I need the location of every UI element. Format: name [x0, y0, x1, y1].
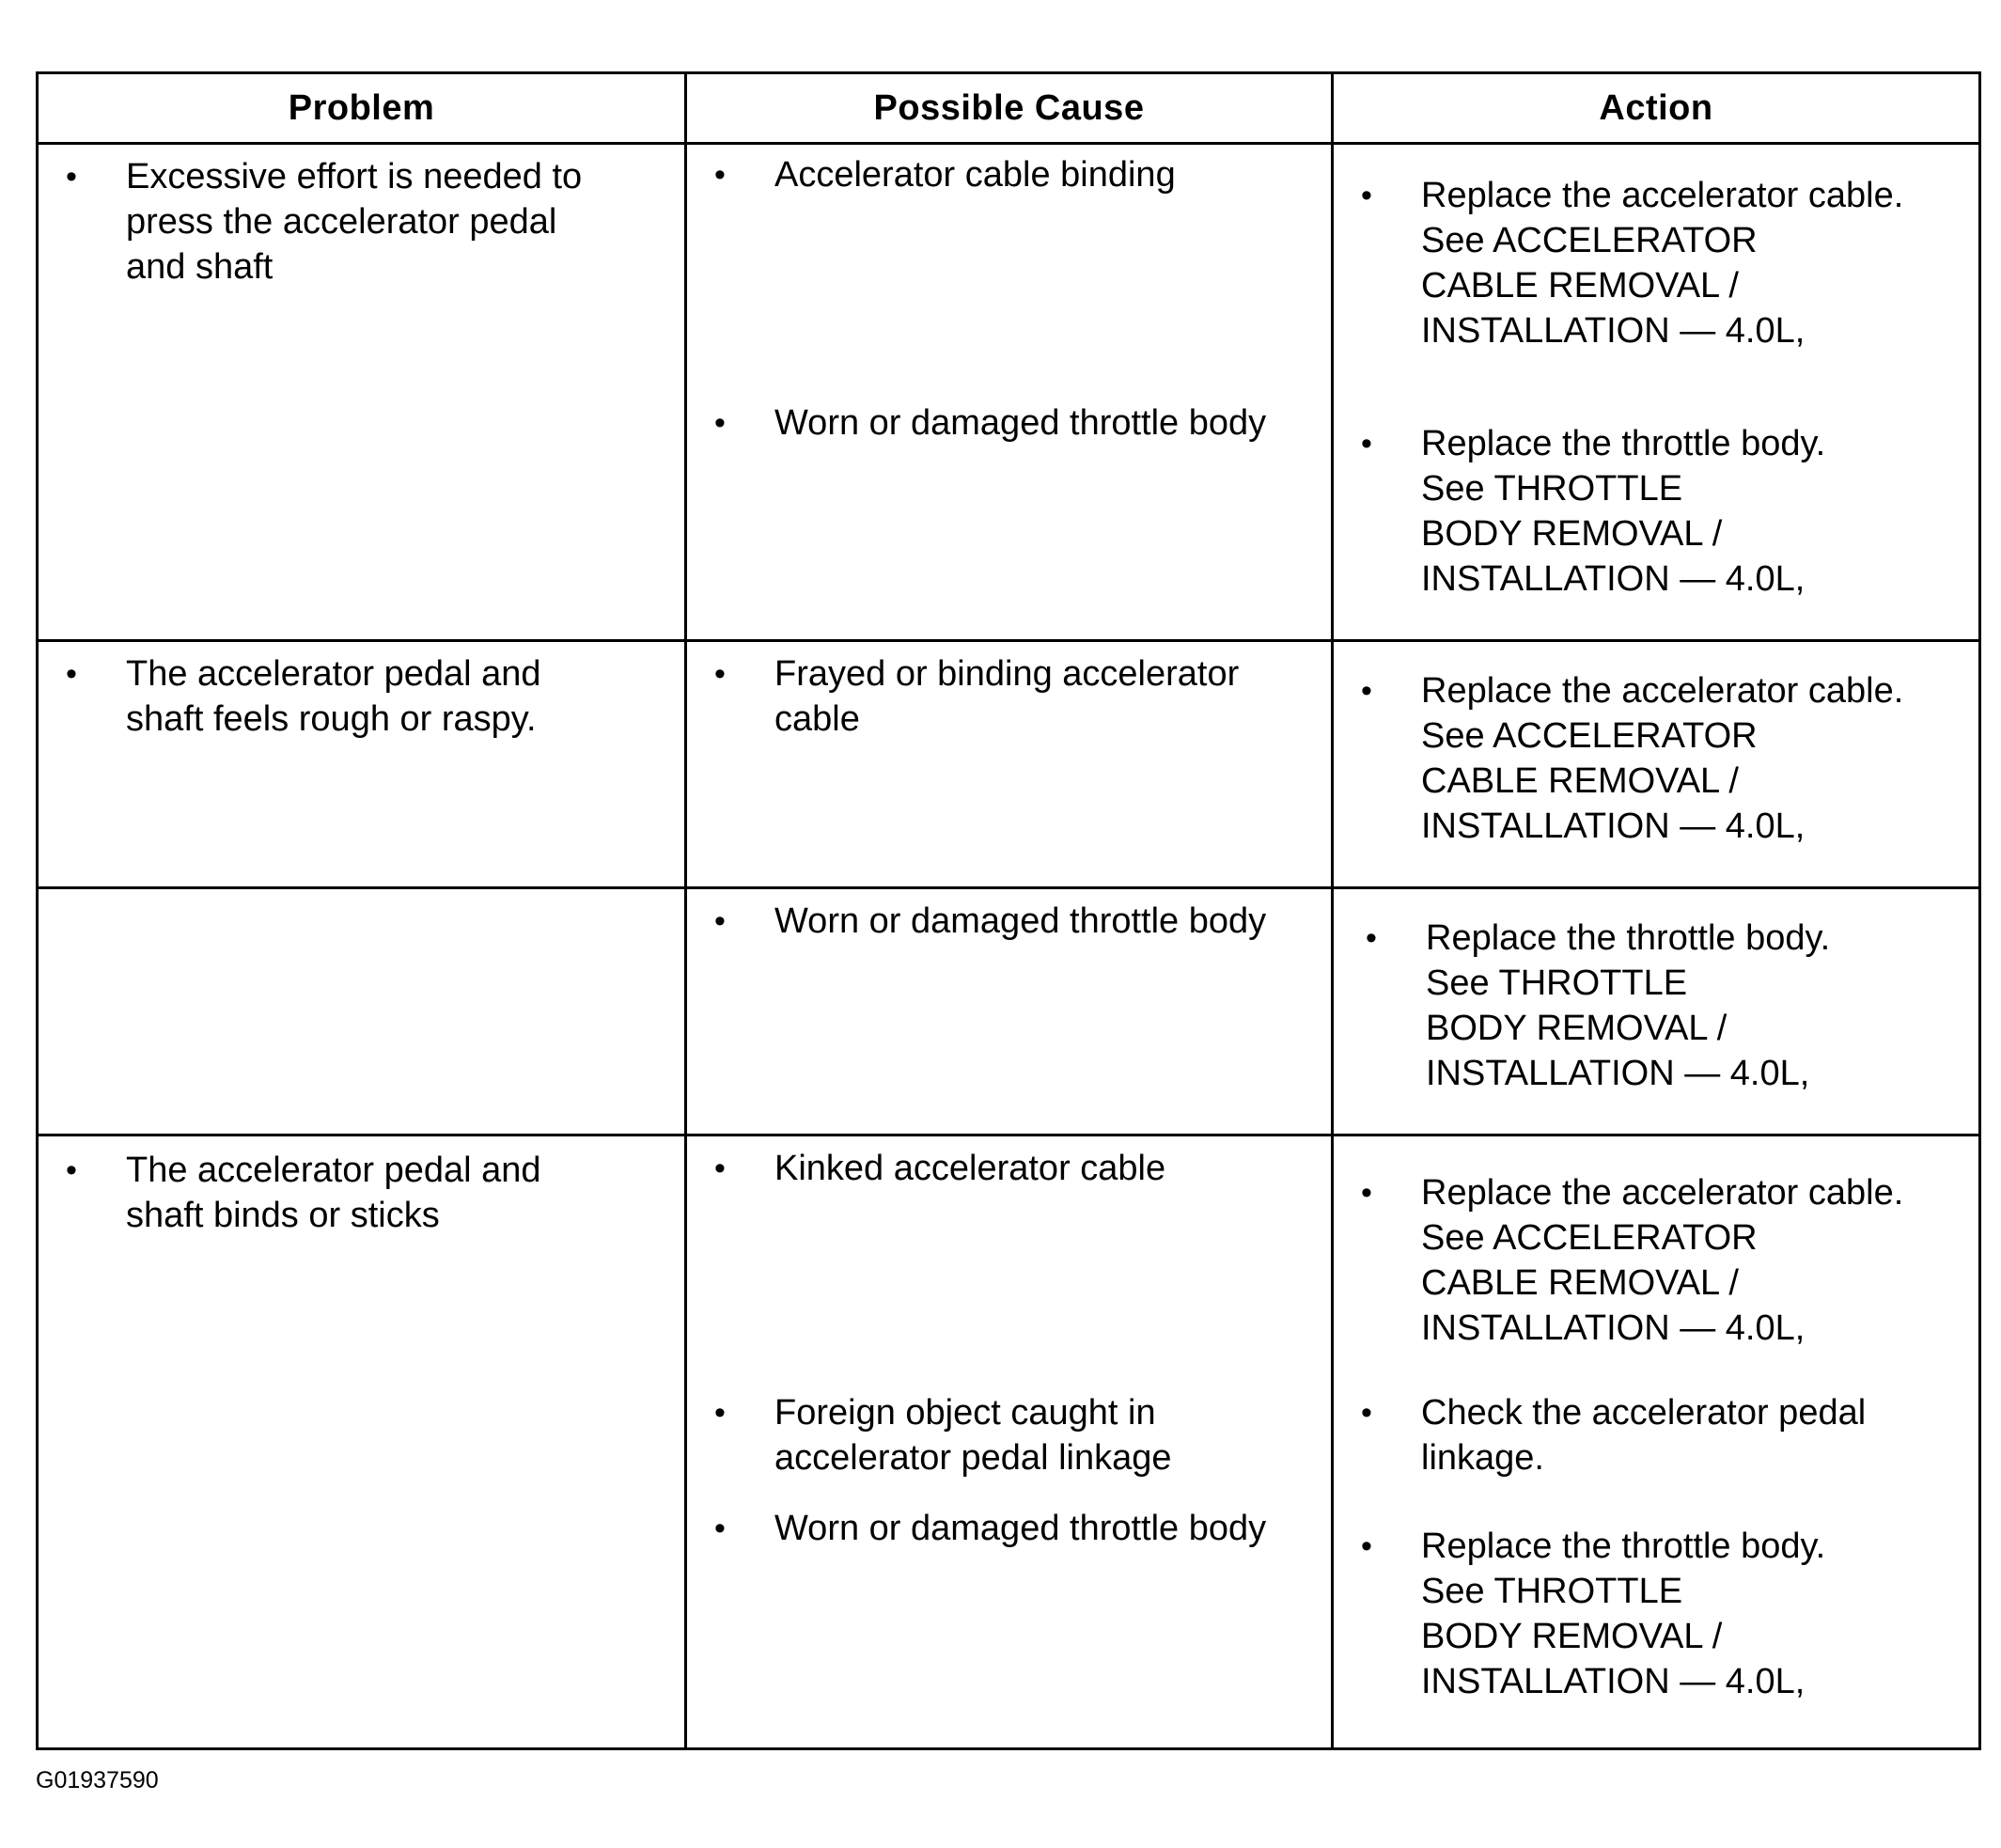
cause-item: [687, 1146, 1331, 1191]
problem-item: [39, 154, 684, 290]
header-action: Action: [1333, 73, 1980, 144]
cause-cell: [686, 641, 1333, 888]
action-text: Replace the accelerator cable. See ACCELERATOR CABLE REMOVAL / INSTALLATION — 4.0L,: [1421, 671, 1904, 847]
cause-cell: [686, 1135, 1333, 1749]
problem-text: Excessive effort is needed to press the accelerator pedal and shaft: [126, 157, 583, 287]
table-row: [38, 641, 1980, 888]
action-text: Replace the accelerator cable. See ACCELERATOR CABLE REMOVAL / INSTALLATION — 4.0L,: [1421, 176, 1904, 351]
bullet-icon: •: [1361, 1528, 1372, 1565]
bullet-icon: •: [714, 656, 726, 693]
bullet-icon: •: [1366, 919, 1377, 956]
cause-cell: [686, 144, 1333, 641]
action-cell: [1333, 887, 1980, 1135]
bullet-icon: •: [1361, 1175, 1372, 1212]
cause-text: Frayed or binding accelerator cable: [774, 654, 1240, 740]
action-item: [1334, 1524, 1978, 1704]
bullet-icon: •: [66, 656, 77, 693]
problem-cell: [38, 1135, 686, 1749]
problem-cell: [38, 641, 686, 888]
cause-item: [687, 1506, 1331, 1551]
bullet-icon: •: [1361, 426, 1372, 462]
action-cell: [1333, 641, 1980, 888]
bullet-icon: •: [1361, 1395, 1372, 1432]
cause-cell: [686, 887, 1333, 1135]
problem-item: [39, 1148, 684, 1238]
action-cell: [1333, 1135, 1980, 1749]
bullet-icon: •: [714, 1151, 726, 1187]
figure-id: G01937590: [36, 1767, 159, 1793]
bullet-icon: •: [714, 1395, 726, 1432]
cause-item: [687, 651, 1331, 742]
cause-text: Foreign object caught in accelerator pedal linkage: [774, 1393, 1172, 1479]
action-item: [1334, 173, 1978, 353]
header-problem: Problem: [38, 73, 686, 144]
problem-cell: [38, 144, 686, 641]
header-possible-cause: Possible Cause: [686, 73, 1333, 144]
action-text: Check the accelerator pedal linkage.: [1421, 1393, 1867, 1479]
bullet-icon: •: [714, 1511, 726, 1547]
cause-item: [687, 152, 1331, 197]
bullet-icon: •: [66, 1152, 77, 1189]
cause-item: [687, 899, 1331, 944]
action-item: [1334, 1170, 1978, 1351]
action-text: Replace the throttle body. See THROTTLE BODY REMOVAL / INSTALLATION — 4.0L,: [1426, 917, 1831, 1093]
action-item: [1334, 668, 1978, 849]
action-item: [1334, 1390, 1978, 1480]
action-cell: [1333, 144, 1980, 641]
problem-text: The accelerator pedal and shaft binds or sticks: [126, 1151, 541, 1236]
cause-item: [687, 1390, 1331, 1480]
cause-text: Worn or damaged throttle body: [774, 1509, 1267, 1549]
table-row: [38, 144, 1980, 641]
diagnosis-table: [36, 71, 1981, 1750]
cause-text: Accelerator cable binding: [774, 155, 1176, 195]
bullet-icon: •: [714, 157, 726, 193]
action-text: Replace the throttle body. See THROTTLE BODY REMOVAL / INSTALLATION — 4.0L,: [1421, 1527, 1826, 1702]
bullet-icon: •: [66, 159, 77, 195]
table-row: [38, 887, 1980, 1135]
problem-item: [39, 651, 684, 742]
cause-text: Worn or damaged throttle body: [774, 403, 1267, 443]
bullet-icon: •: [1361, 673, 1372, 710]
cause-text: Kinked accelerator cable: [774, 1149, 1166, 1189]
bullet-icon: •: [1361, 178, 1372, 213]
action-item: [1338, 916, 1978, 1096]
bullet-icon: •: [714, 405, 726, 441]
action-text: Replace the throttle body. See THROTTLE BODY REMOVAL / INSTALLATION — 4.0L,: [1421, 424, 1826, 599]
header-row: [38, 73, 1980, 144]
bullet-icon: •: [714, 902, 726, 939]
cause-text: Worn or damaged throttle body: [774, 901, 1267, 941]
table-row: [38, 1135, 1980, 1749]
problem-text: The accelerator pedal and shaft feels rough or raspy.: [126, 654, 541, 740]
problem-cell: [38, 887, 686, 1135]
action-item: [1334, 421, 1978, 602]
cause-item: [687, 400, 1331, 446]
action-text: Replace the accelerator cable. See ACCELERATOR CABLE REMOVAL / INSTALLATION — 4.0L,: [1421, 1173, 1904, 1349]
